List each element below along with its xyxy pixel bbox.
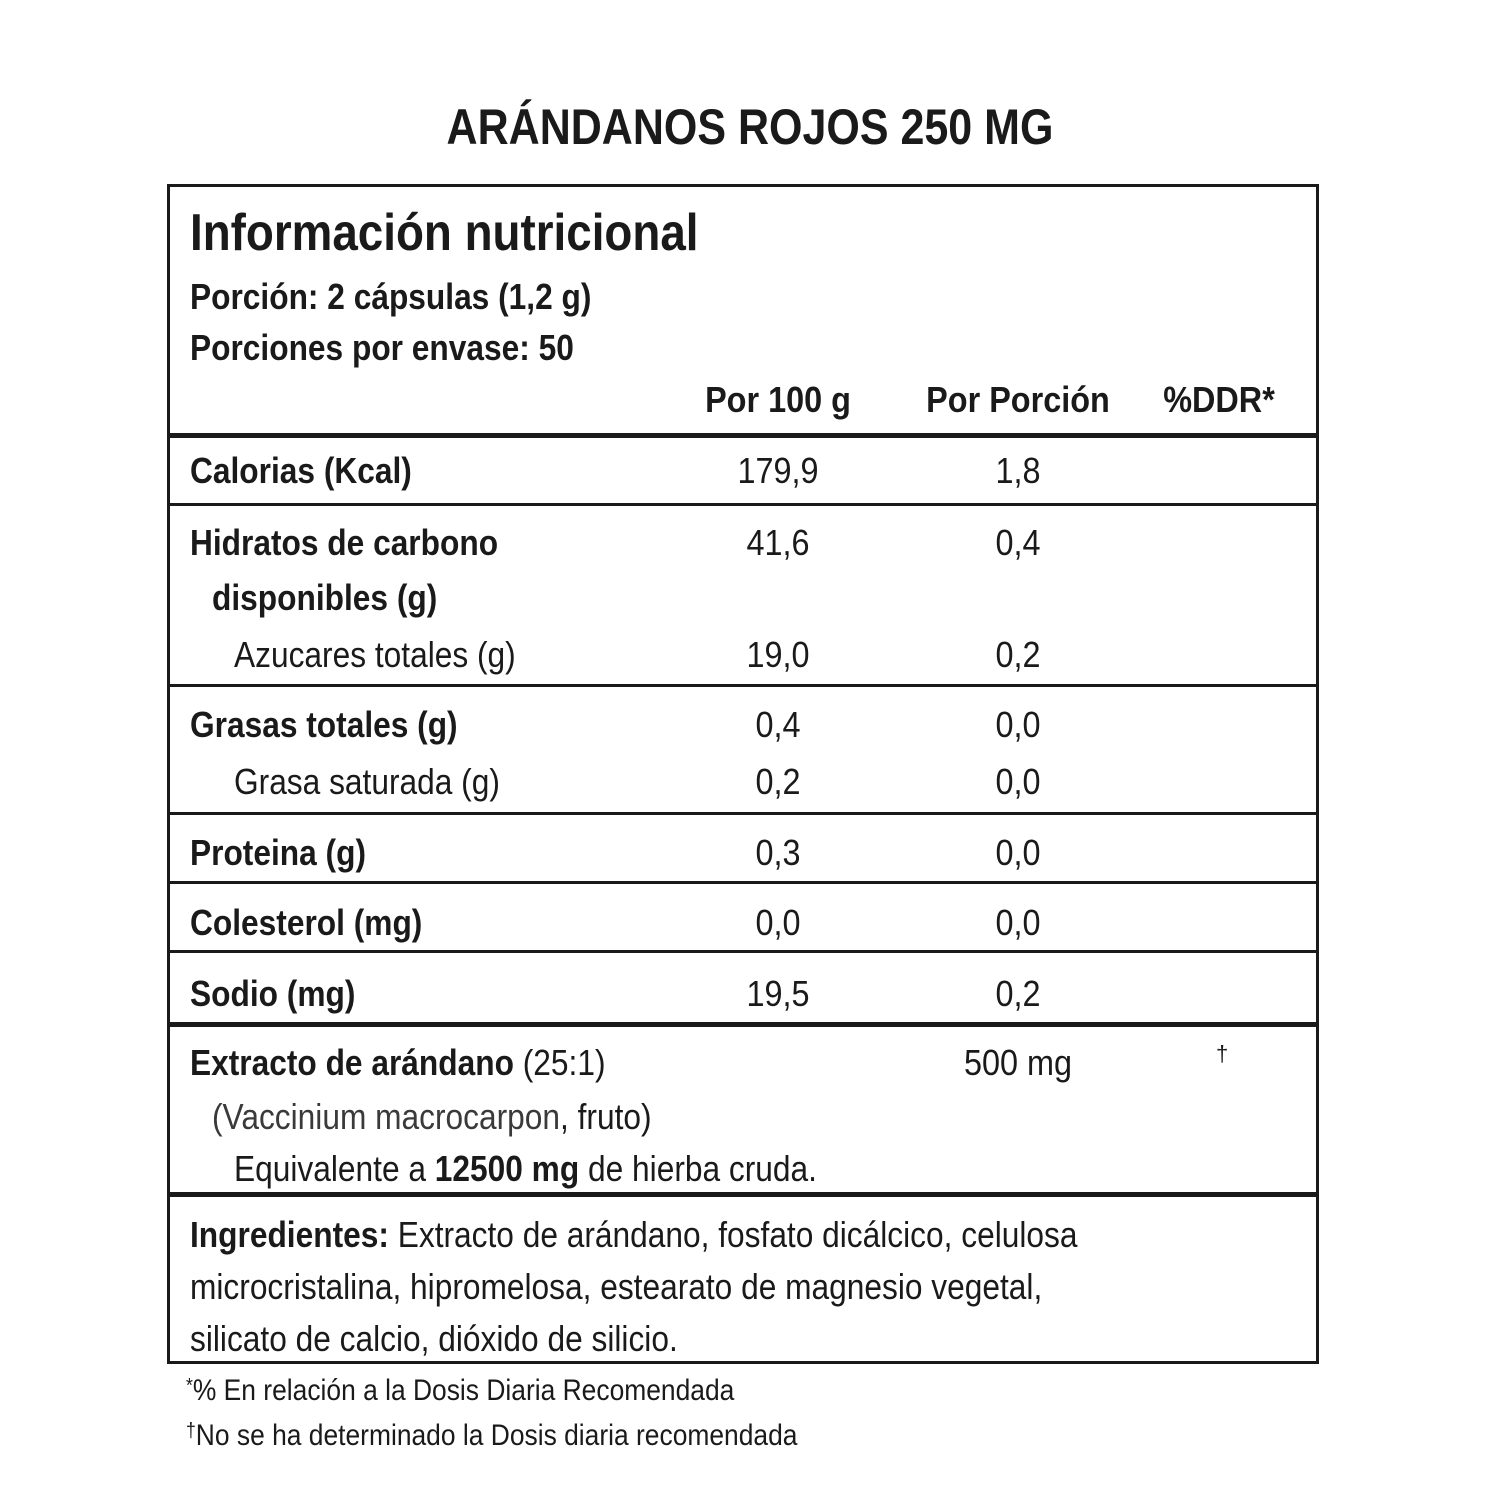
extract-equiv-suffix: de hierba cruda. bbox=[579, 1148, 817, 1189]
value-colesterol-per100: 0,0 bbox=[755, 902, 801, 943]
footnote-ddr-text: % En relación a la Dosis Diaria Recomendada bbox=[192, 1374, 735, 1407]
footnote-not-determined-text: No se ha determinado la Dosis diaria recomendada bbox=[195, 1419, 798, 1452]
nutrition-facts-panel bbox=[167, 184, 1319, 1364]
divider bbox=[170, 503, 1316, 506]
divider bbox=[170, 1192, 1316, 1197]
value-saturada-per-serving: 0,0 bbox=[995, 761, 1041, 802]
value-sodio-per100: 19,5 bbox=[746, 973, 810, 1014]
value-sodio-per-serving: 0,2 bbox=[995, 973, 1041, 1014]
row-label-sodio: Sodio (mg) bbox=[190, 973, 356, 1014]
extract-latin-suffix: , fruto) bbox=[560, 1096, 652, 1137]
value-extract-per-serving: 500 mg bbox=[963, 1042, 1073, 1083]
divider bbox=[170, 881, 1316, 884]
row-label-colesterol: Colesterol (mg) bbox=[190, 902, 423, 943]
extract-line-1 bbox=[190, 1042, 606, 1083]
column-header-per-serving: Por Porción bbox=[926, 379, 1110, 420]
row-label-hidratos: Hidratos de carbono bbox=[190, 522, 499, 563]
ingredients-line-1 bbox=[190, 1214, 1078, 1255]
row-label-proteina: Proteina (g) bbox=[190, 832, 367, 873]
extract-name: Extracto de arándano bbox=[190, 1042, 514, 1083]
product-title: ARÁNDANOS ROJOS 250 MG bbox=[446, 99, 1054, 155]
divider bbox=[170, 812, 1316, 815]
row-label-hidratos-cont: disponibles (g) bbox=[212, 577, 438, 618]
extract-latin-name: (Vaccinium macrocarpon bbox=[212, 1096, 561, 1137]
column-header-per-100g: Por 100 g bbox=[705, 379, 851, 420]
row-label-grasas: Grasas totales (g) bbox=[190, 704, 458, 745]
ingredients-line-3: silicato de calcio, dióxido de silicio. bbox=[190, 1318, 678, 1359]
value-proteina-per-serving: 0,0 bbox=[995, 832, 1041, 873]
divider bbox=[170, 1022, 1316, 1027]
value-azucares-per100: 19,0 bbox=[746, 634, 810, 675]
column-header-ddr: %DDR* bbox=[1163, 379, 1275, 420]
value-calorias-per100: 179,9 bbox=[737, 450, 819, 491]
value-saturada-per100: 0,2 bbox=[755, 761, 801, 802]
extract-equiv-amount: 12500 mg bbox=[434, 1148, 580, 1189]
extract-ddr-mark: † bbox=[1216, 1041, 1229, 1066]
row-label-calorias: Calorias (Kcal) bbox=[190, 450, 412, 491]
row-label-grasa-saturada: Grasa saturada (g) bbox=[234, 761, 500, 802]
value-hidratos-per100: 41,6 bbox=[746, 522, 810, 563]
value-grasas-per-serving: 0,0 bbox=[995, 704, 1041, 745]
value-azucares-per-serving: 0,2 bbox=[995, 634, 1041, 675]
footnote-not-determined bbox=[186, 1421, 797, 1451]
footnote-mark-dagger: † bbox=[186, 1420, 196, 1442]
extract-line-2 bbox=[212, 1096, 652, 1137]
footnote-ddr bbox=[186, 1376, 734, 1406]
extract-ratio: (25:1) bbox=[513, 1042, 606, 1083]
panel-heading: Información nutricional bbox=[190, 204, 699, 262]
value-hidratos-per-serving: 0,4 bbox=[995, 522, 1041, 563]
extract-line-3 bbox=[234, 1148, 817, 1189]
value-calorias-per-serving: 1,8 bbox=[995, 450, 1041, 491]
extract-equiv-prefix: Equivalente a bbox=[234, 1148, 435, 1189]
divider bbox=[170, 433, 1316, 438]
divider bbox=[170, 684, 1316, 687]
value-grasas-per100: 0,4 bbox=[755, 704, 801, 745]
ingredients-text-1: Extracto de arándano, fosfato dicálcico, celulosa bbox=[388, 1214, 1078, 1255]
divider bbox=[170, 950, 1316, 953]
ingredients-line-2: microcristalina, hipromelosa, estearato de magnesio vegetal, bbox=[190, 1266, 1043, 1307]
servings-per-container: Porciones por envase: 50 bbox=[190, 327, 574, 368]
value-proteina-per100: 0,3 bbox=[755, 832, 801, 873]
serving-size: Porción: 2 cápsulas (1,2 g) bbox=[190, 276, 592, 317]
ingredients-label: Ingredientes: bbox=[190, 1214, 389, 1255]
row-label-azucares: Azucares totales (g) bbox=[234, 634, 516, 675]
footnote-mark-asterisk: * bbox=[186, 1375, 193, 1397]
value-colesterol-per-serving: 0,0 bbox=[995, 902, 1041, 943]
